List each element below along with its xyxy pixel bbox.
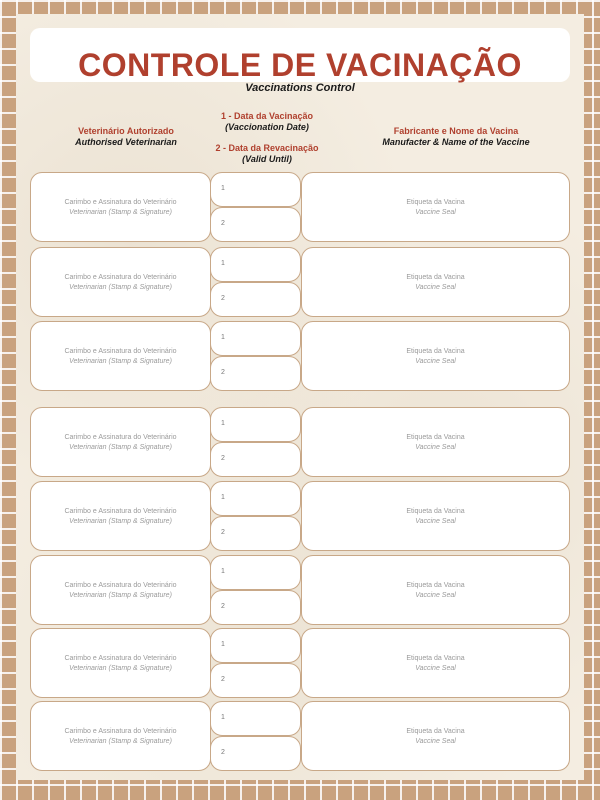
header-date2-pt: 2 - Data da Revacinação <box>215 143 319 153</box>
veterinarian-stamp-field[interactable] <box>30 628 211 698</box>
veterinarian-stamp-field[interactable] <box>30 247 211 317</box>
date-number-1: 1 <box>221 714 225 721</box>
vaccination-date-field[interactable] <box>210 321 301 356</box>
title-box <box>30 28 570 94</box>
revaccination-date-field[interactable] <box>210 207 301 242</box>
vaccination-row <box>16 628 584 698</box>
date-number-1: 1 <box>221 641 225 648</box>
vaccination-row <box>16 481 584 551</box>
revaccination-date-field[interactable] <box>210 516 301 551</box>
stamp-label-en: Veterinarian (Stamp & Signature) <box>69 209 172 216</box>
seal-label-pt: Etiqueta da Vacina <box>406 582 465 589</box>
date-number-1: 1 <box>221 568 225 575</box>
seal-label-en: Vaccine Seal <box>415 444 456 451</box>
stamp-label-en: Veterinarian (Stamp & Signature) <box>69 665 172 672</box>
seal-label-pt: Etiqueta da Vacina <box>406 348 465 355</box>
date-number-1: 1 <box>221 260 225 267</box>
stamp-label-pt: Carimbo e Assinatura do Veterinário <box>64 348 177 355</box>
vaccine-seal-field[interactable] <box>301 701 570 771</box>
revaccination-date-field[interactable] <box>210 663 301 698</box>
header-date1-en: (Vaccionation Date) <box>225 122 309 132</box>
header-date2-en: (Valid Until) <box>242 154 292 164</box>
seal-label-en: Vaccine Seal <box>415 738 456 745</box>
vaccine-seal-field[interactable] <box>301 555 570 625</box>
stamp-label-en: Veterinarian (Stamp & Signature) <box>69 592 172 599</box>
column-header-manufacturer <box>326 126 586 148</box>
seal-label-pt: Etiqueta da Vacina <box>406 508 465 515</box>
vaccination-date-field[interactable] <box>210 407 301 442</box>
revaccination-date-field[interactable] <box>210 442 301 477</box>
revaccination-date-field[interactable] <box>210 356 301 391</box>
veterinarian-stamp-field[interactable] <box>30 172 211 242</box>
veterinarian-stamp-field[interactable] <box>30 321 211 391</box>
date-number-1: 1 <box>221 420 225 427</box>
stamp-label-pt: Carimbo e Assinatura do Veterinário <box>64 434 177 441</box>
header-vet-pt: Veterinário Autorizado <box>78 126 174 136</box>
vaccine-seal-field[interactable] <box>301 247 570 317</box>
vaccine-seal-field[interactable] <box>301 321 570 391</box>
stamp-label-pt: Carimbo e Assinatura do Veterinário <box>64 728 177 735</box>
date-number-2: 2 <box>221 295 225 302</box>
veterinarian-stamp-field[interactable] <box>30 481 211 551</box>
vaccine-seal-field[interactable] <box>301 407 570 477</box>
date-number-2: 2 <box>221 529 225 536</box>
revaccination-date-field[interactable] <box>210 282 301 317</box>
date-number-2: 2 <box>221 603 225 610</box>
seal-label-en: Vaccine Seal <box>415 665 456 672</box>
revaccination-date-field[interactable] <box>210 590 301 625</box>
page-subtitle: Vaccinations Control <box>245 82 355 94</box>
stamp-label-pt: Carimbo e Assinatura do Veterinário <box>64 508 177 515</box>
veterinarian-stamp-field[interactable] <box>30 701 211 771</box>
seal-label-pt: Etiqueta da Vacina <box>406 728 465 735</box>
vaccination-row <box>16 321 584 391</box>
vaccination-date-field[interactable] <box>210 701 301 736</box>
header-vet-en: Authorised Veterinarian <box>75 137 177 147</box>
date-number-1: 1 <box>221 494 225 501</box>
date-number-2: 2 <box>221 455 225 462</box>
stamp-label-en: Veterinarian (Stamp & Signature) <box>69 518 172 525</box>
seal-label-en: Vaccine Seal <box>415 284 456 291</box>
vaccination-row <box>16 701 584 771</box>
column-header-veterinarian <box>46 126 206 148</box>
form-page <box>16 14 584 780</box>
date-number-2: 2 <box>221 676 225 683</box>
date-number-2: 2 <box>221 220 225 227</box>
veterinarian-stamp-field[interactable] <box>30 555 211 625</box>
vaccination-date-field[interactable] <box>210 481 301 516</box>
veterinarian-stamp-field[interactable] <box>30 407 211 477</box>
vaccination-date-field[interactable] <box>210 247 301 282</box>
vaccination-date-field[interactable] <box>210 555 301 590</box>
vaccination-row <box>16 555 584 625</box>
seal-label-en: Vaccine Seal <box>415 209 456 216</box>
date-number-1: 1 <box>221 185 225 192</box>
vaccine-seal-field[interactable] <box>301 172 570 242</box>
stamp-label-en: Veterinarian (Stamp & Signature) <box>69 444 172 451</box>
vaccination-row <box>16 407 584 477</box>
stamp-label-pt: Carimbo e Assinatura do Veterinário <box>64 655 177 662</box>
seal-label-pt: Etiqueta da Vacina <box>406 655 465 662</box>
header-date1-pt: 1 - Data da Vacinação <box>220 111 314 121</box>
vaccination-date-field[interactable] <box>210 172 301 207</box>
vaccination-row <box>16 247 584 317</box>
stamp-label-en: Veterinarian (Stamp & Signature) <box>69 284 172 291</box>
seal-label-pt: Etiqueta da Vacina <box>406 274 465 281</box>
vaccine-seal-field[interactable] <box>301 481 570 551</box>
column-header-dates <box>212 111 322 165</box>
header-manu-pt: Fabricante e Nome da Vacina <box>393 126 519 136</box>
date-number-1: 1 <box>221 334 225 341</box>
vaccination-date-field[interactable] <box>210 628 301 663</box>
page-title: CONTROLE DE VACINAÇÃO <box>78 47 522 83</box>
date-number-2: 2 <box>221 749 225 756</box>
stamp-label-pt: Carimbo e Assinatura do Veterinário <box>64 582 177 589</box>
stamp-label-pt: Carimbo e Assinatura do Veterinário <box>64 274 177 281</box>
seal-label-en: Vaccine Seal <box>415 518 456 525</box>
seal-label-pt: Etiqueta da Vacina <box>406 199 465 206</box>
vaccine-seal-field[interactable] <box>301 628 570 698</box>
vaccination-row <box>16 172 584 242</box>
header-manu-en: Manufacter & Name of the Vaccine <box>382 137 530 147</box>
revaccination-date-field[interactable] <box>210 736 301 771</box>
stamp-label-en: Veterinarian (Stamp & Signature) <box>69 738 172 745</box>
seal-label-pt: Etiqueta da Vacina <box>406 434 465 441</box>
stamp-label-en: Veterinarian (Stamp & Signature) <box>69 358 172 365</box>
seal-label-en: Vaccine Seal <box>415 592 456 599</box>
stamp-label-pt: Carimbo e Assinatura do Veterinário <box>64 199 177 206</box>
date-number-2: 2 <box>221 369 225 376</box>
seal-label-en: Vaccine Seal <box>415 358 456 365</box>
